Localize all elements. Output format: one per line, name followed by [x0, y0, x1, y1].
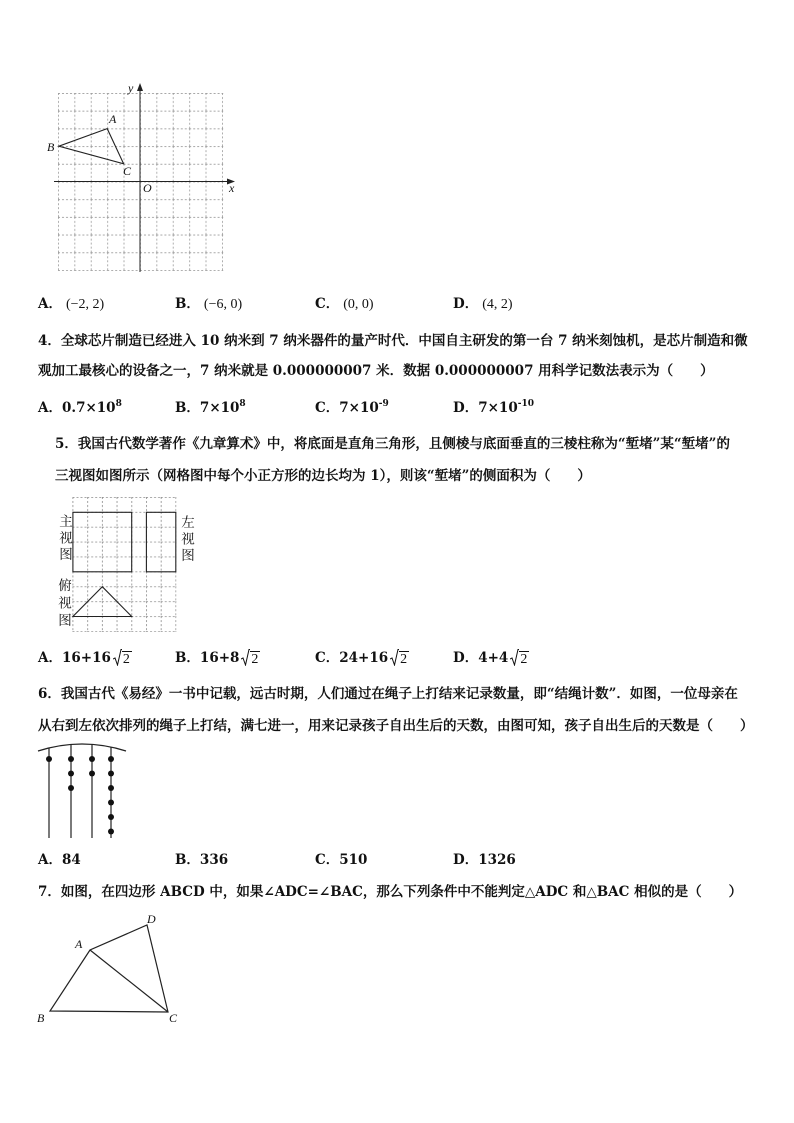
rope-knot [68, 756, 74, 762]
option-prefix: 4+4 [478, 650, 509, 666]
q6-text-line-2: 从右到左依次排列的绳子上打结，满七进一，用来记录孩子自出生后的天数，由图可知，孩子自出生后的天数是（ ） [38, 718, 754, 734]
option-letter: A． [38, 296, 62, 312]
point-c-label: C [169, 1011, 178, 1025]
point-c-label: C [123, 164, 132, 178]
sqrt-icon [241, 649, 250, 666]
q6-option-c [315, 851, 367, 869]
top-rope [38, 744, 126, 751]
knotted-rope-figure [34, 734, 130, 842]
q5-text-line-2: 三视图如图所示（网格图中每个小正方形的边长均为 1），则该“堑堵”的侧面积为（ ） [55, 468, 591, 484]
rope-knot [108, 756, 114, 762]
sqrt-icon [113, 649, 122, 666]
option-letter: C． [315, 650, 340, 666]
option-value: (0, 0) [343, 297, 374, 312]
option-exponent: -10 [517, 399, 534, 409]
rope-knot [46, 756, 52, 762]
q5-option-a [38, 649, 132, 667]
q6-option-d [453, 851, 516, 869]
quadrilateral-figure [34, 910, 184, 1028]
option-letter: B． [175, 852, 200, 868]
option-exponent: 8 [239, 399, 246, 409]
rope-knot [108, 814, 114, 820]
option-base: 7×10 [199, 400, 240, 416]
option-letter: B． [175, 650, 200, 666]
q4-option-b [175, 399, 246, 417]
option-letter: D． [453, 650, 479, 666]
main-view-label: 主视图 [56, 514, 72, 564]
option-value: 1326 [478, 852, 516, 868]
option-radicand: 2 [400, 652, 408, 667]
point-b-label: B [37, 1011, 45, 1025]
option-letter: A． [38, 650, 62, 666]
three-view-figure [70, 494, 180, 634]
option-letter: D． [453, 852, 479, 868]
diagonal-ac [90, 950, 168, 1012]
q6-option-b [175, 851, 228, 869]
point-d-label: D [147, 912, 156, 926]
quadrilateral-abcd [50, 925, 168, 1012]
q5-text-line-1: 5．我国古代数学著作《九章算术》中，将底面是直角三角形，且侧棱与底面垂直的三棱柱称为“堑堵”某“堑堵”的 [55, 436, 730, 452]
option-exponent: -9 [378, 399, 389, 409]
option-value: 84 [61, 852, 81, 868]
q5-option-d [453, 649, 529, 667]
option-prefix: 16+16 [61, 650, 111, 666]
option-letter: A． [38, 852, 62, 868]
rope-knot [108, 800, 114, 806]
q5-option-c [315, 649, 409, 667]
option-letter: D． [453, 400, 479, 416]
rope-knot [108, 771, 114, 777]
rope-knot [68, 785, 74, 791]
rope-knot [89, 756, 95, 762]
option-value: (−2, 2) [65, 297, 105, 312]
hanging-ropes [46, 744, 114, 838]
option-prefix: 24+16 [339, 650, 389, 666]
top-view-label: 俯视图 [55, 578, 71, 631]
option-letter: B． [175, 400, 200, 416]
option-base: 7×10 [339, 400, 379, 416]
q4-option-d [453, 399, 534, 417]
q5-option-b [175, 649, 260, 667]
option-radicand: 2 [251, 652, 259, 667]
rope-knot [89, 771, 95, 777]
point-a-label: A [75, 937, 83, 951]
origin-label: O [143, 181, 152, 195]
option-letter: C． [315, 852, 340, 868]
option-letter: B． [175, 296, 200, 312]
three-view-grid [73, 497, 177, 632]
q3-option-a [38, 295, 104, 314]
option-value: 336 [199, 852, 229, 868]
q6-option-a [38, 851, 81, 869]
option-letter: D． [453, 296, 479, 312]
q3-option-b [175, 295, 242, 314]
option-letter: C． [315, 400, 340, 416]
option-letter: A． [38, 400, 62, 416]
point-a-label: A [109, 112, 117, 126]
left-view-label: 左视图 [178, 515, 194, 565]
q4-text-line-1: 4．全球芯片制造已经进入 10 纳米到 7 纳米器件的量产时代．中国自主研发的第一台 7 纳米刻蚀机，是芯片制造和微 [38, 333, 748, 349]
q7-text-line-1: 7．如图，在四边形 ABCD 中，如果∠ADC=∠BAC，那么下列条件中不能判定△ADC 和△BAC 相似的是（ ） [38, 884, 743, 900]
option-prefix: 16+8 [199, 650, 240, 666]
sqrt-icon [390, 649, 399, 666]
option-radicand: 2 [122, 652, 130, 667]
q4-text-line-2: 观加工最核心的设备之一，7 纳米就是 0.000000007 米．数据 0.000000007 用科学记数法表示为（ ） [38, 363, 714, 379]
option-radicand: 2 [520, 652, 528, 667]
sqrt-icon [510, 649, 519, 666]
rope-knot [68, 771, 74, 777]
q4-option-a [38, 399, 122, 417]
option-base: 7×10 [478, 400, 518, 416]
y-axis-arrow [137, 83, 143, 91]
option-value: 510 [339, 852, 368, 868]
q3-option-d [453, 295, 513, 314]
rope-knot [108, 785, 114, 791]
option-base: 0.7×10 [61, 400, 116, 416]
coordinate-figure [30, 78, 245, 278]
q6-text-line-1: 6．我国古代《易经》一书中记载，远古时期，人们通过在绳子上打结来记录数量，即“结绳计数”．如图，一位母亲在 [38, 686, 738, 702]
point-b-label: B [47, 140, 55, 154]
q4-option-c [315, 399, 389, 417]
option-exponent: 8 [115, 399, 122, 409]
y-axis-label: y [128, 81, 134, 95]
option-value: (−6, 0) [203, 297, 243, 312]
q3-option-c [315, 295, 374, 314]
option-value: (4, 2) [482, 297, 513, 312]
x-axis-label: x [229, 181, 235, 195]
option-letter: C． [315, 296, 340, 312]
rope-knot [108, 829, 114, 835]
